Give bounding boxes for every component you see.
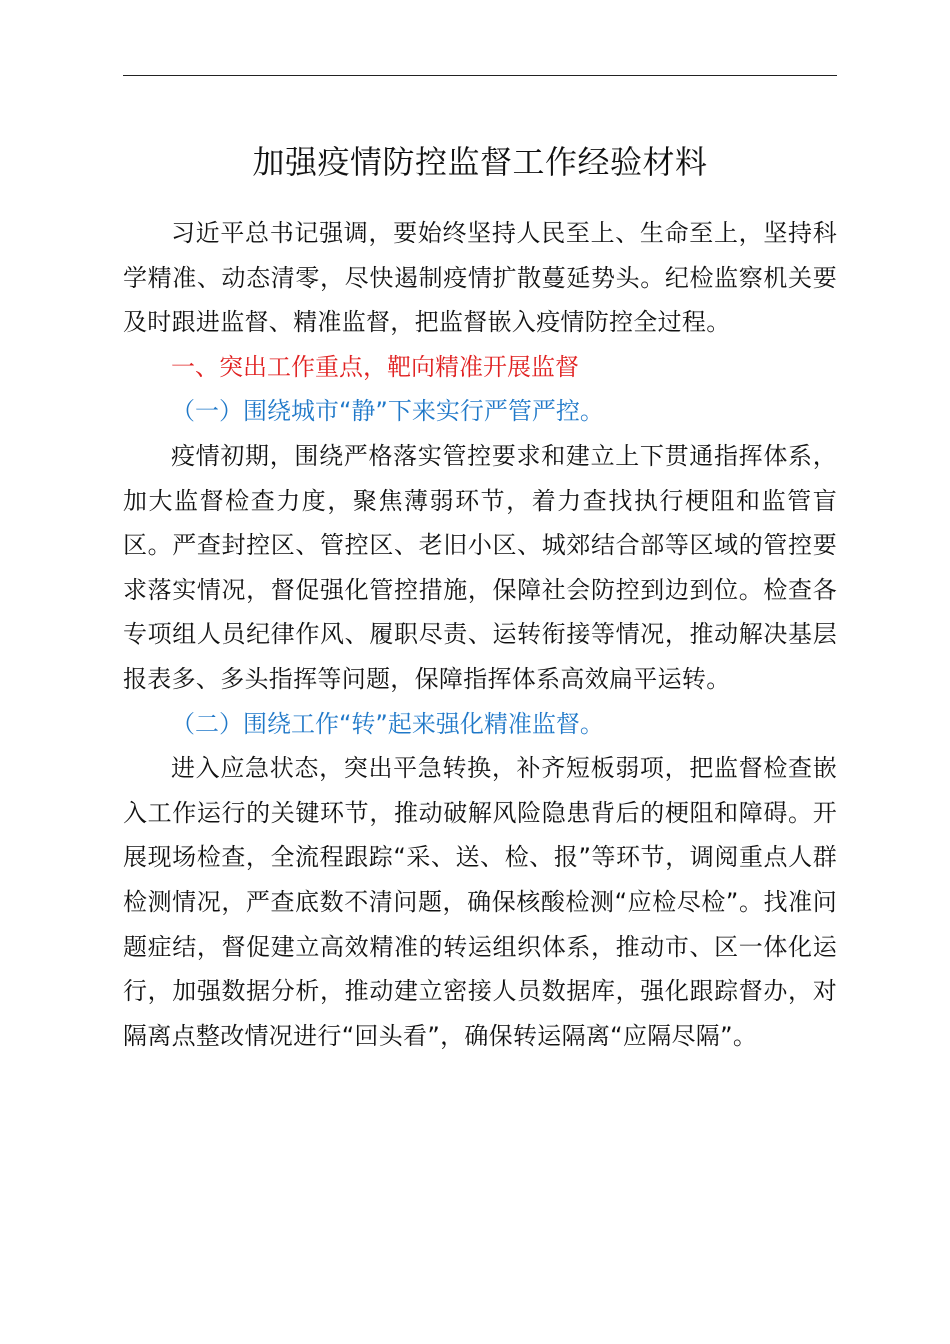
- document-body: [123, 211, 837, 1058]
- subsection-heading-1: （一）围绕城市“静”下来实行严管严控。: [171, 397, 604, 426]
- subsection-paragraph-2: 进入应急状态，突出平急转换，补齐短板弱项，把监督检查嵌入工作运行的关键环节，推动破解风险隐患背后的梗阻和障碍。开展现场检查，全流程跟踪“采、送、检、报”等环节，调阅重点人群检测情况，严查底数不清问题，确保核酸检测“应检尽检”。找准问题症结，督促建立高效精准的转运组织体系，推动市、区一体化运行，加强数据分析，推动建立密接人员数据库，强化跟踪督办，对隔离点整改情况进行“回头看”，确保转运隔离“应隔尽隔”。: [123, 754, 837, 1050]
- subsection-paragraph-1: 疫情初期，围绕严格落实管控要求和建立上下贯通指挥体系，加大监督检查力度，聚焦薄弱环节，着力查找执行梗阻和监管盲区。严查封控区、管控区、老旧小区、城郊结合部等区域的管控要求落实情况，督促强化管控措施，保障社会防控到边到位。检查各专项组人员纪律作风、履职尽责、运转衔接等情况，推动解决基层报表多、多头指挥等问题，保障指挥体系高效扁平运转。: [123, 441, 837, 693]
- document-title: 加强疫情防控监督工作经验材料: [252, 143, 708, 181]
- section-heading: 一、突出工作重点，靶向精准开展监督: [171, 352, 579, 381]
- subsection-heading-2: （二）围绕工作“转”起来强化精准监督。: [171, 709, 604, 738]
- intro-paragraph: 习近平总书记强调，要始终坚持人民至上、生命至上，坚持科学精准、动态清零，尽快遏制疫情扩散蔓延势头。纪检监察机关要及时跟进监督、精准监督，把监督嵌入疫情防控全过程。: [123, 219, 837, 337]
- header-divider: [123, 75, 837, 76]
